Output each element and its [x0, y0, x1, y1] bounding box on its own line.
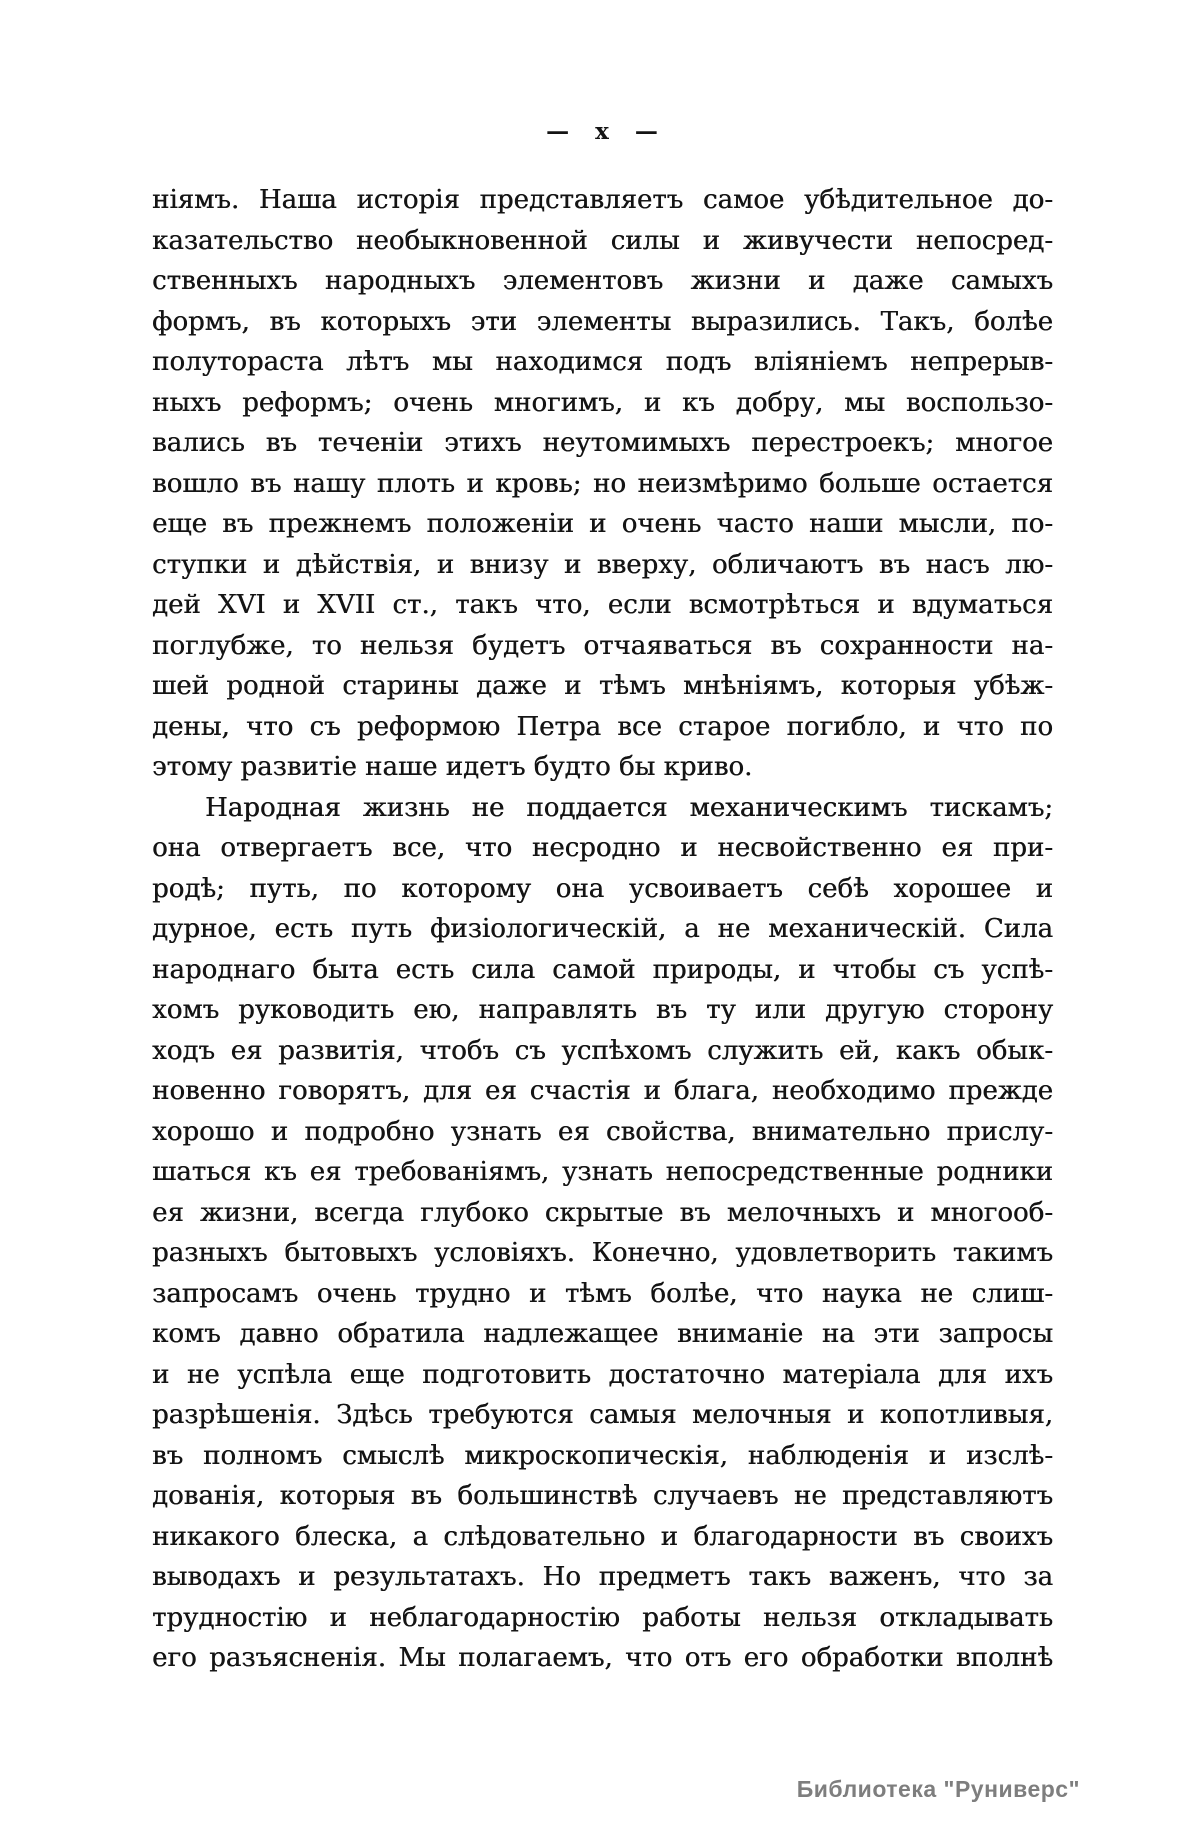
text-line: ственныхъ народныхъ элементовъ жизни и даже самыхъ	[152, 266, 1053, 296]
text-line: комъ давно обратила надлежащее вниманіе на эти запросы	[152, 1319, 1053, 1349]
paragraph	[152, 788, 1053, 1679]
text-line: выводахъ и результатахъ. Но предметъ такъ важенъ, что за	[152, 1562, 1053, 1592]
text-line: трудностію и неблагодарностію работы нельзя откладывать	[152, 1602, 1053, 1633]
text-line: ступки и дѣйствія, и внизу и вверху, обличаютъ въ насъ лю-	[152, 549, 1053, 580]
text-line: хорошо и подробно узнать ея свойства, внимательно прислу-	[152, 1116, 1053, 1147]
text-line: дены, что съ реформою Петра все старое погибло, и что по	[152, 711, 1053, 742]
text-line: запросамъ очень трудно и тѣмъ болѣе, что наука не слиш-	[152, 1278, 1053, 1309]
text-line: ніямъ. Наша исторія представляетъ самое убѣдительное до-	[152, 185, 1053, 215]
text-line: хомъ руководить ею, направлять въ ту или другую сторону	[152, 995, 1053, 1025]
text-line: и не успѣла еще подготовить достаточно матеріала для ихъ	[152, 1359, 1053, 1390]
text-line: ныхъ реформъ; очень многимъ, и къ добру, мы воспользо-	[152, 387, 1053, 418]
text-line: никакого блеска, а слѣдовательно и благодарности въ своихъ	[152, 1521, 1053, 1552]
text-line: народнаго быта есть сила самой природы, и чтобы съ успѣ-	[152, 954, 1053, 985]
text-line: родѣ; путь, по которому она усвоиваетъ себѣ хорошее и	[152, 873, 1053, 904]
paragraph	[152, 180, 1053, 788]
text-line: дованія, которыя въ большинствѣ случаевъ не представляютъ	[152, 1481, 1053, 1511]
text-line: поглубже, то нельзя будетъ отчаяваться въ сохранности на-	[152, 630, 1053, 661]
text-line: казательство необыкновенной силы и живучести непосред-	[152, 225, 1053, 256]
text-line: въ полномъ смыслѣ микроскопическія, наблюденія и изслѣ-	[152, 1440, 1053, 1471]
text-line: дурное, есть путь физіологическій, а не механическій. Сила	[152, 914, 1053, 944]
text-line: вошло въ нашу плоть и кровь; но неизмѣримо больше остается	[152, 468, 1053, 499]
text-line: этому развитіе наше идетъ будто бы криво.	[152, 752, 753, 782]
text-line: разныхъ бытовыхъ условіяхъ. Конечно, удовлетворить такимъ	[152, 1238, 1053, 1268]
text-line: формъ, въ которыхъ эти элементы выразились. Такъ, болѣе	[152, 306, 1053, 337]
text-line: она отвергаетъ все, что несродно и несвойственно ея при-	[152, 833, 1053, 863]
text-line: разрѣшенія. Здѣсь требуются самыя мелочныя и копотливыя,	[152, 1400, 1053, 1430]
text-line: еще въ прежнемъ положеніи и очень часто наши мысли, по-	[152, 509, 1053, 539]
text-line: шей родной старины даже и тѣмъ мнѣніямъ, которыя убѣж-	[152, 671, 1053, 701]
text-line: новенно говорятъ, для ея счастія и блага, необходимо прежде	[152, 1076, 1053, 1106]
text-line: вались въ теченіи этихъ неутомимыхъ перестроекъ; многое	[152, 428, 1053, 458]
text-block	[152, 180, 1053, 1679]
page-number: — x —	[546, 118, 659, 145]
text-line: шаться къ ея требованіямъ, узнать непосредственные родники	[152, 1157, 1053, 1187]
text-line: ея жизни, всегда глубоко скрытые въ мелочныхъ и многооб-	[152, 1197, 1053, 1228]
library-watermark: Библиотека "Руниверс"	[796, 1776, 1080, 1802]
text-line: полутораста лѣтъ мы находимся подъ вліяніемъ непрерыв-	[152, 347, 1053, 377]
text-line: ходъ ея развитія, чтобъ съ успѣхомъ служить ей, какъ обык-	[152, 1035, 1053, 1066]
text-line: Народная жизнь не поддается механическимъ тискамъ;	[205, 792, 1053, 823]
text-line: дей XVI и XVII ст., такъ что, если всмотрѣться и вдуматься	[152, 590, 1053, 620]
text-line: его разъясненія. Мы полагаемъ, что отъ его обработки вполнѣ	[152, 1643, 1053, 1673]
